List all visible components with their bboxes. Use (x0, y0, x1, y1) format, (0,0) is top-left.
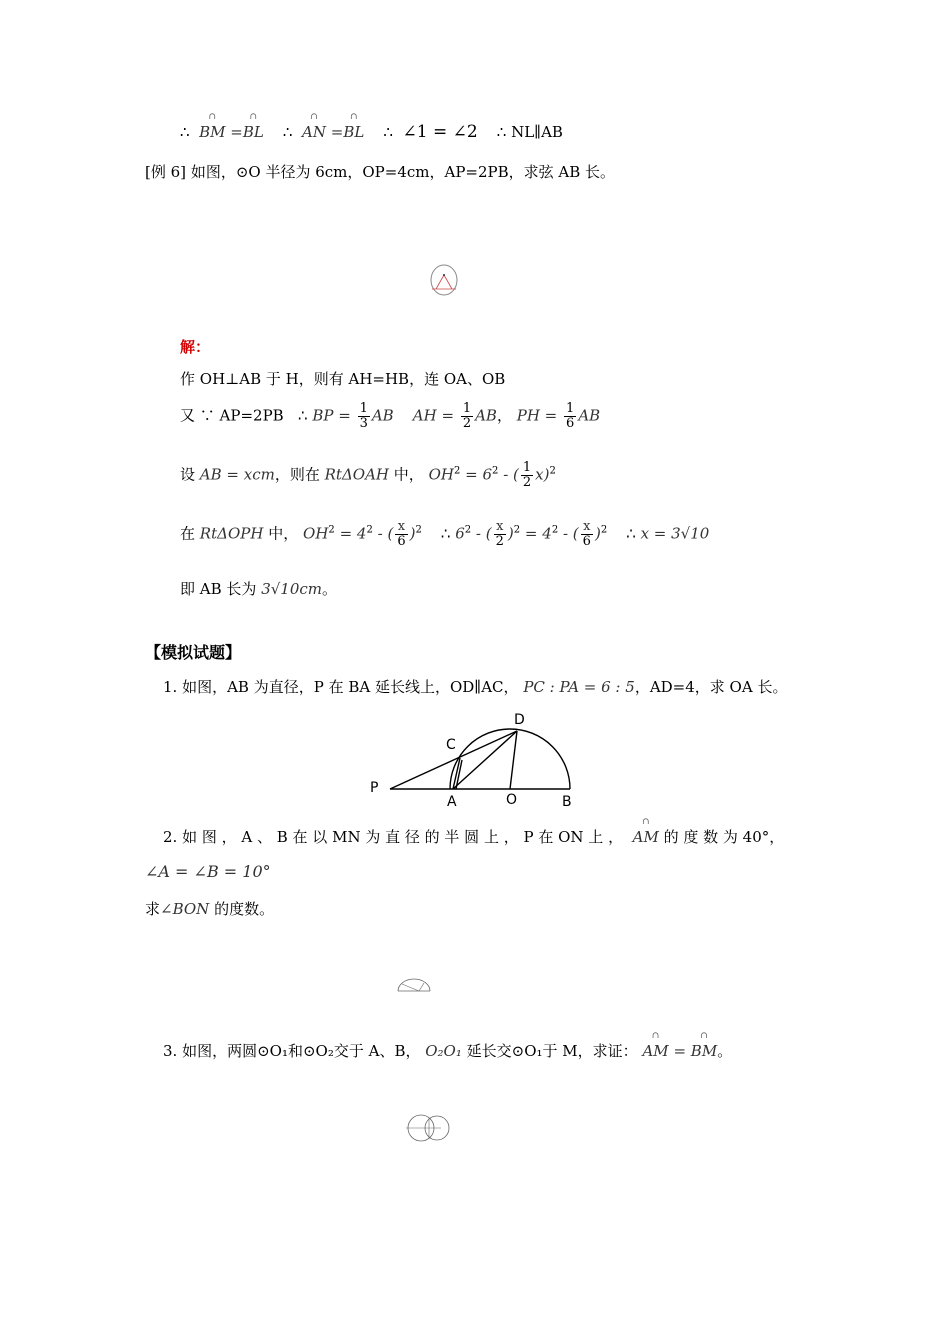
therefore-symbol: ∴ (282, 123, 293, 141)
q1-text-a: 1. 如图，AB 为直径，P 在 BA 延长线上，OD∥AC， (163, 678, 519, 696)
label-c: C (446, 737, 456, 753)
label-b: B (562, 794, 572, 810)
solution-step-5 (180, 578, 337, 599)
ab-length-value: 3√10cm (261, 580, 323, 598)
triangle-oph: RtΔOPH (199, 524, 264, 543)
minus-paren: - ( (503, 465, 519, 484)
example-tag: [例 6] (145, 163, 187, 181)
label-o: O (506, 792, 518, 808)
q1-figure (360, 706, 590, 810)
solution-heading: 解： (180, 338, 211, 356)
example-text: 如图，⊙O 半径为 6cm，OP=4cm，AP=2PB，求弦 AB 长。 (190, 163, 616, 181)
step4-zhong: 中， (268, 524, 299, 543)
fraction-one-half-b: $\frac{1}{2}$ (522, 460, 532, 490)
label-a: A (447, 794, 457, 810)
period: 。 (322, 580, 338, 598)
fraction-x-2: $\frac{x}{2}$ (495, 519, 504, 549)
fraction-x-6: $\frac{x}{6}$ (397, 519, 406, 549)
arc-bl-2: ∩ BL (343, 123, 364, 141)
ab-label: AB (578, 406, 601, 425)
oh-label: OH (428, 465, 454, 484)
fraction-one-sixth: $\frac{1}{6}$ (566, 401, 575, 431)
arc-an: ∩ AN (302, 123, 326, 141)
fraction-one-half: $\frac{1}{2}$ (462, 401, 472, 431)
step4-prefix: 在 (180, 524, 196, 543)
question-1 (163, 676, 787, 697)
solution-step-2: 又 ∵ AP=2PB ∴ BP = $\frac{1}{3}$ AB AH = $\frac{1}{2}$ AB， PH = $\frac{1}{6}$ AB (180, 401, 601, 431)
six-term: = 6 (465, 465, 493, 484)
q3-figure (401, 1108, 453, 1148)
four-term: = 4 (339, 524, 367, 543)
q1-ratio: PC : PA = 6 : 5 (523, 678, 635, 696)
step3-mid: ，则在 (274, 465, 320, 484)
angle-equation: ∠1 = ∠2 (402, 122, 478, 142)
oh-label: OH (303, 524, 329, 543)
chord-ad (453, 731, 517, 789)
solution-step-4: 在 RtΔOPH 中， $OH^2 = 4^2$ - ( $\frac{x}{6}$ )$^2$ ∴ $6^2$ - ( $\frac{x}{2}$ )$^2 = 4^2$ - ( $\frac{x}{6}$ )$^2$ ∴ x = 3√10 (180, 519, 710, 549)
ab-label: AB (371, 406, 394, 425)
x-term: x) (535, 465, 550, 484)
q2-figure (394, 976, 434, 996)
arc-bm: ∩ BM (199, 123, 225, 141)
minus-paren: - ( (562, 524, 579, 543)
therefore-symbol: ∴ (383, 123, 393, 141)
step3-prefix: 设 (180, 465, 196, 484)
radius-od (510, 731, 517, 789)
fraction-x-6-b: $\frac{x}{6}$ (582, 519, 591, 549)
arc-bl: ∩ BL (243, 123, 264, 141)
step5-text: 即 AB 长为 (180, 580, 257, 598)
step3-zhong: 中， (393, 465, 424, 484)
period: 。 (717, 1042, 733, 1060)
q2-text-b: 的 度 数 为 40°， (663, 828, 785, 846)
minus-paren: - ( (377, 524, 394, 543)
arc-am-q3: ∩ AM (642, 1042, 668, 1060)
arc-bm-q3: ∩ BM (691, 1042, 717, 1060)
practice-heading: 【模拟试题】 (145, 643, 242, 662)
ab-label: AB (475, 406, 497, 425)
label-d: D (514, 712, 525, 728)
therefore-symbol: ∴ (496, 123, 507, 141)
q2-angle-condition: ∠A = ∠B = 10° (145, 862, 271, 881)
label-p: P (370, 780, 379, 796)
triangle-oah: RtΔOAH (324, 465, 390, 484)
q2-ask-suffix: 的度数。 (214, 900, 275, 918)
therefore-symbol: ∴ (180, 123, 190, 141)
q1-text-b: ，AD=4，求 OA 长。 (634, 678, 788, 696)
example-6-figure (428, 263, 460, 299)
conclusion-line: ∴ ∩ BM =∩ BL ∴ ∩ AN =∩ BL ∴ ∠1 = ∠2 ∴ NL∥AB (180, 122, 563, 142)
parallel-conclusion: NL∥AB (511, 123, 563, 141)
solution-step-3: 设 AB = xcm，则在 RtΔOAH 中， $OH^2 = 6^2$ - ( $\frac{1}{2}$ x)$^2$ (180, 460, 556, 490)
minus-paren: - ( (475, 524, 492, 543)
four-term: = 4 (524, 524, 552, 543)
step3-variable: AB = xcm (199, 465, 275, 484)
question-2-line-1 (163, 826, 784, 847)
question-3: 3. 如图，两圆⊙O₁和⊙O₂交于 A、B， O₂O₁ 延长交⊙O₁于 M，求证： ∩ AM = ∩ BM。 (163, 1040, 732, 1061)
q3-text-b: 延长交⊙O₁于 M，求证： (466, 1042, 638, 1060)
q2-text-a: 2. 如 图 ， A 、 B 在 以 MN 为 直 径 的 半 圆 上 ， P 在 ON 上 ， (163, 828, 624, 846)
ph-label: PH = (516, 406, 558, 425)
step2-prefix: 又 ∵ AP=2PB (180, 406, 284, 425)
solution-step-1: 作 OH⊥AB 于 H，则有 AH=HB，连 OA、OB (180, 370, 506, 388)
bp-label: BP = (312, 406, 351, 425)
segment-o2o1: O₂O₁ (425, 1042, 462, 1060)
arc-am: ∩ AM (633, 828, 659, 846)
x-result: x = 3√10 (640, 524, 710, 543)
ah-label: AH = (412, 406, 455, 425)
q2-ask-prefix: 求 (145, 900, 161, 918)
fraction-one-third: $\frac{1}{3}$ (359, 401, 368, 431)
angle-bon: ∠BON (160, 900, 210, 918)
q3-text-a: 3. 如图，两圆⊙O₁和⊙O₂交于 A、B， (163, 1042, 421, 1060)
example-6 (145, 161, 615, 182)
question-2-ask (145, 898, 274, 919)
